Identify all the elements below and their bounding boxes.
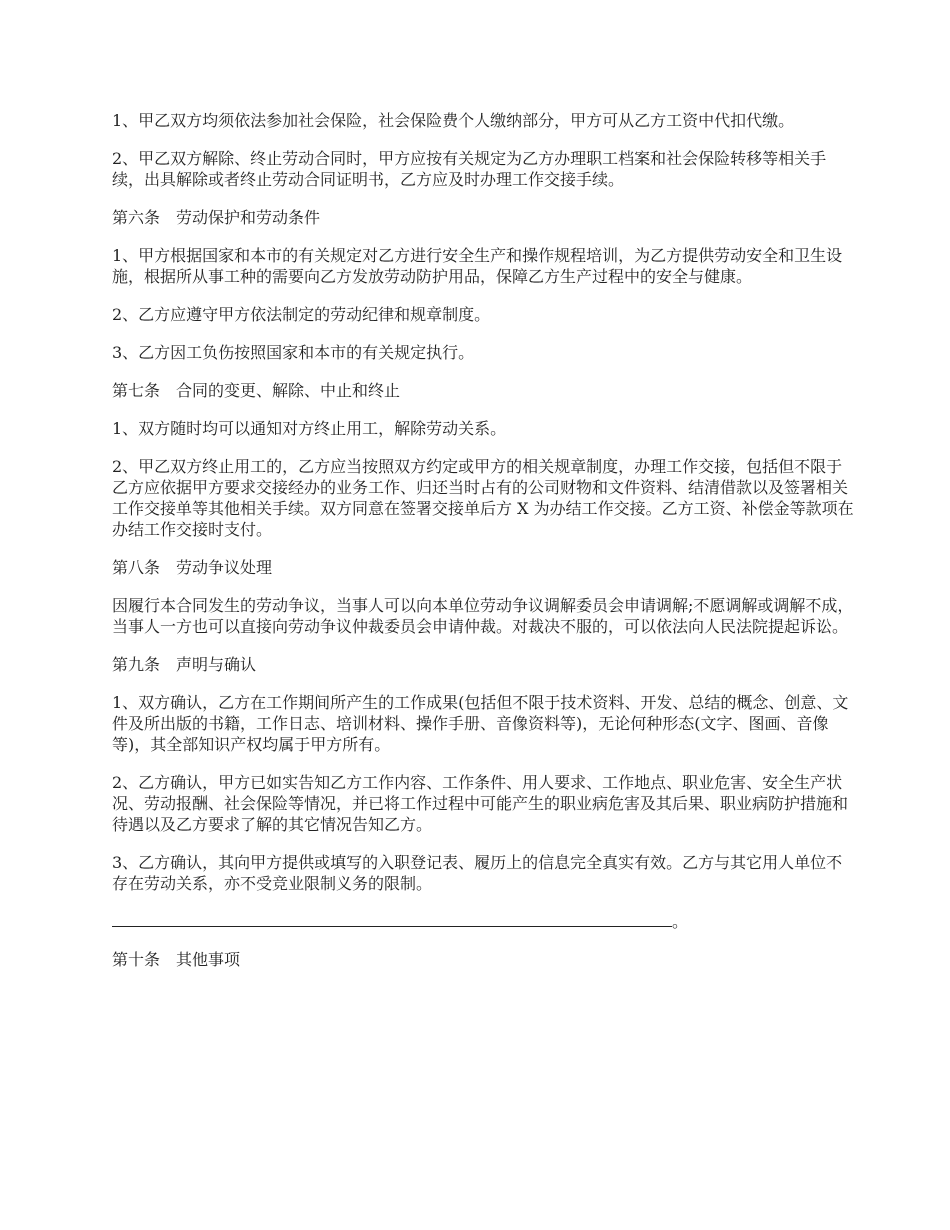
- paragraph-contract-change-1: 1、双方随时均可以通知对方终止用工，解除劳动关系。: [112, 419, 507, 438]
- paragraph-social-insurance-1: 1、甲乙双方均须依法参加社会保险，社会保险费个人缴纳部分，甲方可从乙方工资中代扣代缴。: [112, 111, 795, 130]
- underline-blank: [112, 912, 672, 927]
- section-heading-article-6: 第六条 劳动保护和劳动条件: [112, 208, 321, 227]
- paragraph-labor-protection-3: 3、乙方因工负伤按照国家和本市的有关规定执行。: [112, 343, 475, 362]
- section-heading-article-8: 第八条 劳动争议处理: [112, 558, 273, 577]
- paragraph-confirmation-3: 3、乙方确认，其向甲方提供或填写的入职登记表、履历上的信息完全真实有效。乙方与其它用人单位不存在劳动关系，亦不受竞业限制义务的限制。: [112, 853, 843, 893]
- section-heading-article-10: 第十条 其他事项: [112, 950, 241, 969]
- paragraph-confirmation-2: 2、乙方确认，甲方已如实告知乙方工作内容、工作条件、用人要求、工作地点、职业危害、安全生产状况、劳动报酬、社会保险等情况，并已将工作过程中可能产生的职业病危害及其后果、职业病防护措施和待遇以及乙方要求了解的其它情况告知乙方。: [112, 773, 849, 834]
- blank-line-period: 。: [672, 912, 689, 931]
- paragraph-labor-protection-1: 1、甲方根据国家和本市的有关规定对乙方进行安全生产和操作规程培训，为乙方提供劳动安全和卫生设施，根据所从事工种的需要向乙方发放劳动防护用品，保障乙方生产过程中的安全与健康。: [112, 246, 843, 286]
- paragraph-social-insurance-2: 2、甲乙双方解除、终止劳动合同时，甲方应按有关规定为乙方办理职工档案和社会保险转移等相关手续，出具解除或者终止劳动合同证明书，乙方应及时办理工作交接手续。: [112, 149, 827, 189]
- document-page: [112, 110, 854, 987]
- section-heading-article-9: 第九条 声明与确认: [112, 655, 257, 674]
- paragraph-dispute-resolution: 因履行本合同发生的劳动争议，当事人可以向本单位劳动争议调解委员会申请调解;不愿调解或调解不成，当事人一方也可以直接向劳动争议仲裁委员会申请仲裁。对裁决不服的，可以依法向人民法院提起诉讼。: [112, 596, 854, 636]
- paragraph-labor-protection-2: 2、乙方应遵守甲方依法制定的劳动纪律和规章制度。: [112, 305, 491, 324]
- section-heading-article-7: 第七条 合同的变更、解除、中止和终止: [112, 381, 401, 400]
- blank-fill-line: [112, 911, 854, 932]
- paragraph-contract-change-2: 2、甲乙双方终止用工的，乙方应当按照双方约定或甲方的相关规章制度，办理工作交接，包括但不限于乙方应依据甲方要求交接经办的业务工作、归还当时占有的公司财物和文件资料、结清借款以及签署相关工作交接单等其他相关手续。双方同意在签署交接单后方 X 为办结工作交接。乙方工资、补偿金等款项在办结工作交接时支付。: [112, 457, 854, 539]
- paragraph-confirmation-1: 1、双方确认，乙方在工作期间所产生的工作成果(包括但不限于技术资料、开发、总结的概念、创意、文件及所出版的书籍，工作日志、培训材料、操作手册、音像资料等)，无论何种形态(文字、图画、音像等)，其全部知识产权均属于甲方所有。: [112, 693, 849, 754]
